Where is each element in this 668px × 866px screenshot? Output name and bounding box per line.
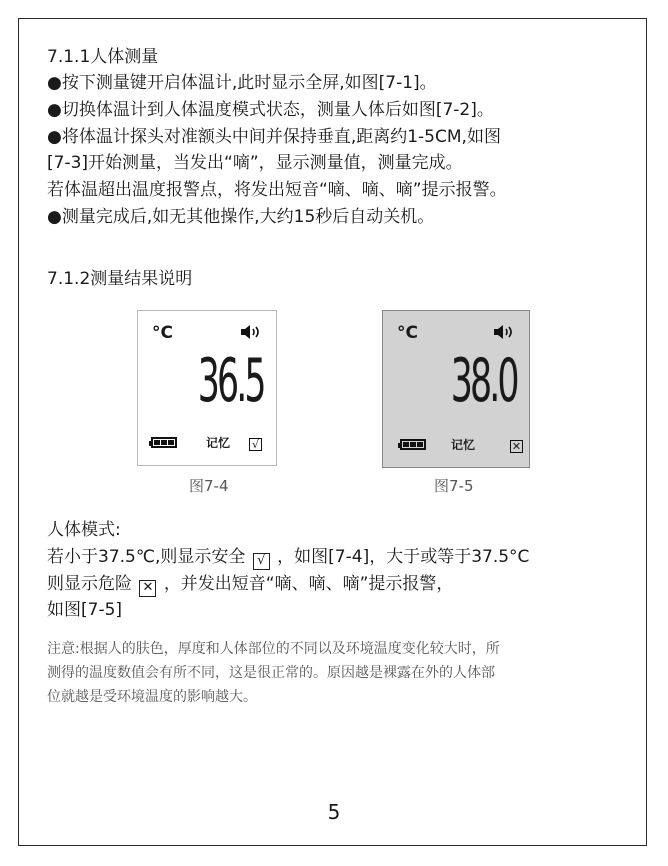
- figure-caption: 图7-4: [189, 477, 229, 495]
- memory-label: 记忆: [206, 436, 231, 450]
- mode-line: [47, 542, 529, 570]
- mode-line: 如图[7-5]: [47, 600, 123, 620]
- section-2-heading: 7.1.2测量结果说明: [47, 269, 193, 289]
- celsius-unit: °C: [152, 323, 173, 343]
- section-1-line: [7-3]开始测量，当发出“嘀”，显示测量值，测量完成。: [47, 153, 463, 173]
- safe-check-icon: √: [253, 553, 270, 570]
- section-1-line: ●将体温计探头对准额头中间并保持垂直,距离约1-5CM,如图: [47, 127, 501, 147]
- speaker-icon: [493, 324, 515, 344]
- danger-cross-icon: ✕: [139, 580, 156, 597]
- page-number: 5: [327, 800, 341, 824]
- celsius-unit: °C: [397, 323, 418, 343]
- mode-text: 若小于37.5℃,则显示安全: [47, 547, 246, 567]
- thermometer-display-safe: [137, 310, 277, 466]
- mode-line: [47, 569, 453, 597]
- note-line: 注意:根据人的肤色，厚度和人体部位的不同以及环境温度变化较大时，所: [47, 641, 500, 657]
- safe-check-icon: √: [249, 438, 262, 451]
- figure-caption: 图7-5: [434, 477, 474, 495]
- temperature-reading: 36.5: [198, 346, 264, 416]
- section-1-heading: 7.1.1人体测量: [47, 47, 159, 67]
- battery-icon: [400, 439, 426, 450]
- speaker-icon: [240, 324, 262, 344]
- battery-icon: [151, 437, 177, 448]
- note-line: 测得的温度数值会有所不同，这是很正常的。原因越是裸露在外的人体部: [47, 665, 495, 681]
- note-line: 位就越是受环境温度的影响越大。: [47, 689, 257, 705]
- danger-cross-icon: ✕: [511, 440, 522, 453]
- memory-label: 记忆: [451, 438, 476, 452]
- section-1-line: ●测量完成后,如无其他操作,大约15秒后自动关机。: [47, 207, 435, 227]
- section-1-line: 若体温超出温度报警点，将发出短音“嘀、嘀、嘀”提示报警。: [47, 180, 507, 200]
- mode-text: ，并发出短音“嘀、嘀、嘀”提示报警，: [163, 574, 454, 594]
- section-1-line: ●按下测量键开启体温计,此时显示全屏,如图[7-1]。: [47, 73, 437, 93]
- thermometer-display-danger: [382, 310, 530, 468]
- temperature-reading: 38.0: [451, 346, 517, 416]
- mode-text: ，如图[7-4]，大于或等于37.5°C: [277, 547, 530, 567]
- mode-text: 则显示危险: [47, 574, 132, 594]
- section-1-line: ●切换体温计到人体温度模式状态，测量人体后如图[7-2]。: [47, 100, 494, 120]
- mode-title: 人体模式:: [47, 520, 121, 540]
